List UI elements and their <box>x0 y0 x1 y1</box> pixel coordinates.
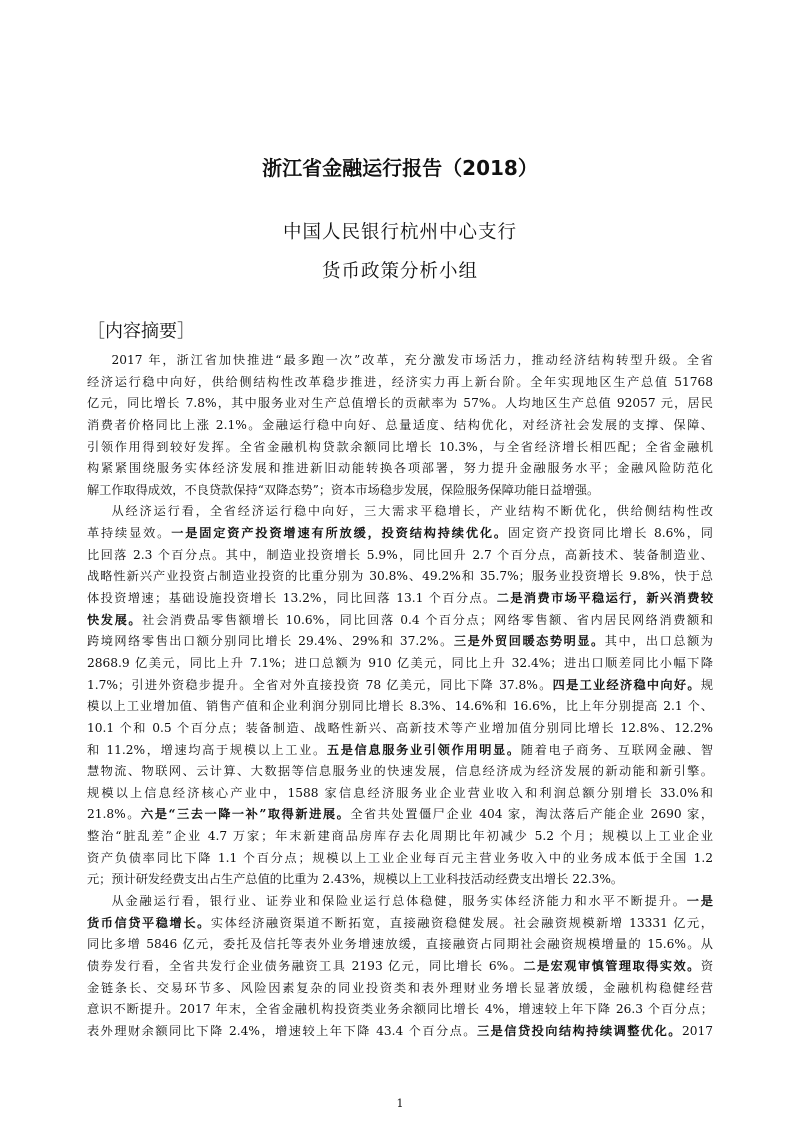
abstract-line <box>87 675 713 697</box>
abstract-line <box>87 393 713 415</box>
abstract-line <box>87 566 713 588</box>
text-segment: 其中，出口总额为 <box>604 634 713 649</box>
abstract-line <box>87 804 713 826</box>
abstract-line <box>87 783 713 805</box>
bold-text-segment: 六是“三去一降一补”取得新进展。 <box>141 807 351 822</box>
text-segment: 2017 <box>681 1023 713 1038</box>
text-segment: 规模以上信息经济核心产业中，1588 家信息经济服务业企业营业收入和利润总额分别增长 33.0%和 <box>87 785 713 800</box>
abstract-heading: ［内容摘要］ <box>87 321 195 342</box>
abstract-line <box>87 350 713 372</box>
abstract-line <box>87 999 713 1021</box>
bold-text-segment: 三是外贸回暖态势明显。 <box>453 634 605 649</box>
text-segment: 解工作取得成效，不良贷款保持“双降态势”；资本市场稳步发展，保险服务保障功能日益增强。 <box>87 482 600 497</box>
abstract-line <box>87 1021 713 1043</box>
bold-text-segment: 快发展。 <box>87 612 143 627</box>
text-segment: 引领作用得到较好发挥。全省金融机构贷款余额同比增长 10.3%，与全省经济增长相匹配；全省金融机 <box>87 439 713 454</box>
text-segment: 10.1 个和 0.5 个百分点；装备制造、战略性新兴、高新技术等产业增加值分别同比增长 12.8%、12.2% <box>87 720 713 735</box>
abstract-line <box>87 869 713 891</box>
text-segment: 固定资产投资同比增长 8.6%，同 <box>507 526 713 541</box>
text-segment: 随着电子商务、互联网金融、智 <box>520 742 713 757</box>
abstract-line <box>87 956 713 978</box>
abstract-line <box>87 523 713 545</box>
text-segment: 表外理财余额同比下降 2.4%，增速较上年下降 43.4 个百分点。 <box>87 1023 477 1038</box>
text-segment: 整治“脏乱差”企业 4.7 万家；年末新建商品房库存去化周期比年初减少 5.2 个月；规模以上工业企业 <box>87 829 713 844</box>
abstract-line <box>87 501 713 523</box>
abstract-line <box>87 415 713 437</box>
bold-text-segment: 二是宏观审慎管理取得实效。 <box>523 958 701 973</box>
abstract-line <box>87 718 713 740</box>
text-segment: 模以上工业增加值、销售产值和企业利润分别同比增长 8.3%、14.6%和 16.6%，比上年分别提高 2.1 个、 <box>87 699 713 714</box>
bold-text-segment: 四是工业经济稳中向好。 <box>552 677 701 692</box>
text-segment: 全省共处置僵尸企业 404 家，淘汰落后产能企业 2690 家， <box>350 807 713 822</box>
abstract-line <box>87 826 713 848</box>
abstract-line <box>87 545 713 567</box>
report-title: 浙江省金融运行报告（2018） <box>262 156 538 180</box>
abstract-body <box>87 350 713 1043</box>
text-segment: 债券发行看，全省共发行企业债务融资工具 2193 亿元，同比增长 6%。 <box>87 958 524 973</box>
abstract-line <box>87 610 713 632</box>
text-segment: 和 11.2%，增速均高于规模以上工业。 <box>87 742 327 757</box>
text-segment: 构紧紧围绕服务实体经济发展和推进新旧动能转换各项部署，努力提升金融服务水平；金融风险防范化 <box>87 461 713 476</box>
abstract-line <box>87 978 713 1000</box>
text-segment: 同比多增 5846 亿元，委托及信托等表外业务增速放缓，直接融资占同期社会融资规模增量的 15.6%。从 <box>87 937 713 952</box>
text-segment: 亿元，同比增长 7.8%，其中服务业对生产总值增长的贡献率为 57%。人均地区生产总值 92057 元，居民 <box>87 396 713 411</box>
abstract-line <box>87 740 713 762</box>
abstract-line <box>87 480 713 502</box>
abstract-line <box>87 848 713 870</box>
text-segment: 从金融运行看，银行业、证券业和保险业运行总体稳健，服务实体经济能力和水平不断提升。 <box>111 894 687 909</box>
page-number: 1 <box>396 1097 404 1110</box>
text-segment: 消费者价格同比上涨 2.1%。金融运行稳中向好、总量适度、结构优化，对经济社会发展的支撑、保障、 <box>87 417 713 432</box>
text-segment: 跨境网络零售出口额分别同比增长 29.4%、29%和 37.2%。 <box>87 634 454 649</box>
text-segment: 1.7%；引进外资稳步提升。全省对外直接投资 78 亿美元，同比下降 37.8%。 <box>87 677 553 692</box>
text-segment: 从经济运行看，全省经济运行稳中向好，三大需求平稳增长，产业结构不断优化，供给侧结构性改 <box>111 504 713 519</box>
org-group: 货币政策分析小组 <box>321 261 478 282</box>
abstract-line <box>87 588 713 610</box>
abstract-line <box>87 458 713 480</box>
text-segment: 资产负债率同比下降 1.1 个百分点；规模以上工业企业每百元主营业务收入中的业务成本低于全国 1.2 <box>87 850 713 865</box>
abstract-line <box>87 696 713 718</box>
text-segment: 意识不断提升。2017 年末，全省金融机构投资类业务余额同比增长 4%，增速较上年下降 26.3 个百分点； <box>87 1002 713 1017</box>
abstract-line <box>87 653 713 675</box>
text-segment: 实体经济融资渠道不断拓宽，直接融资稳健发展。社会融资规模新增 13331 亿元， <box>210 915 713 930</box>
abstract-line <box>87 913 713 935</box>
org-name: 中国人民银行杭州中心支行 <box>282 222 517 243</box>
text-segment: 社会消费品零售额增长 10.6%，同比回落 0.4 个百分点；网络零售额、省内居民网络消费额和 <box>142 612 713 627</box>
abstract-line <box>87 372 713 394</box>
text-segment: 2017 年，浙江省加快推进“最多跑一次”改革，充分激发市场活力，推动经济结构转型升级。全省 <box>111 353 713 367</box>
abstract-line <box>87 631 713 653</box>
text-segment: 规 <box>700 677 713 692</box>
bold-text-segment: 一是 <box>686 894 713 909</box>
bold-text-segment: 五是信息服务业引领作用明显。 <box>326 742 521 757</box>
abstract-line <box>87 934 713 956</box>
bold-text-segment: 二是消费市场平稳运行，新兴消费较 <box>496 591 713 606</box>
text-segment: 革持续显效。 <box>87 526 172 541</box>
abstract-line <box>87 891 713 913</box>
text-segment: 资 <box>700 958 713 973</box>
text-segment: 金链条长、交易环节多、风险因素复杂的同业投资类和表外理财业务增长显著放缓，金融机构稳健经营 <box>87 980 713 995</box>
bold-text-segment: 三是信贷投向结构持续调整优化。 <box>476 1023 682 1038</box>
text-segment: 2868.9 亿美元，同比上升 7.1%；进口总额为 910 亿美元，同比上升 32.4%；进出口顺差同比小幅下降 <box>87 655 713 670</box>
text-segment: 21.8%。 <box>87 807 141 822</box>
text-segment: 慧物流、物联网、云计算、大数据等信息服务业的快速发展，信息经济成为经济发展的新动能和新引擎。 <box>87 764 713 779</box>
text-segment: 元；预计研发经费支出占生产总值的比重为 2.43%，规模以上工业科技活动经费支出增长 22.3%。 <box>87 872 624 887</box>
text-segment: 体投资增速；基础设施投资增长 13.2%，同比回落 13.1 个百分点。 <box>87 591 497 606</box>
text-segment: 战略性新兴产业投资占制造业投资的比重分别为 30.8%、49.2%和 35.7%；服务业投资增长 9.8%，快于总 <box>87 569 713 584</box>
abstract-line <box>87 761 713 783</box>
text-segment: 经济运行稳中向好，供给侧结构性改革稳步推进，经济实力再上新台阶。全年实现地区生产总值 51768 <box>87 374 713 389</box>
bold-text-segment: 一是固定资产投资增速有所放缓，投资结构持续优化。 <box>171 526 508 541</box>
text-segment: 比回落 2.3 个百分点。其中，制造业投资增长 5.9%，同比回升 2.7 个百分点，高新技术、装备制造业、 <box>87 547 713 562</box>
bold-text-segment: 货币信贷平稳增长。 <box>87 915 211 930</box>
abstract-line <box>87 437 713 459</box>
